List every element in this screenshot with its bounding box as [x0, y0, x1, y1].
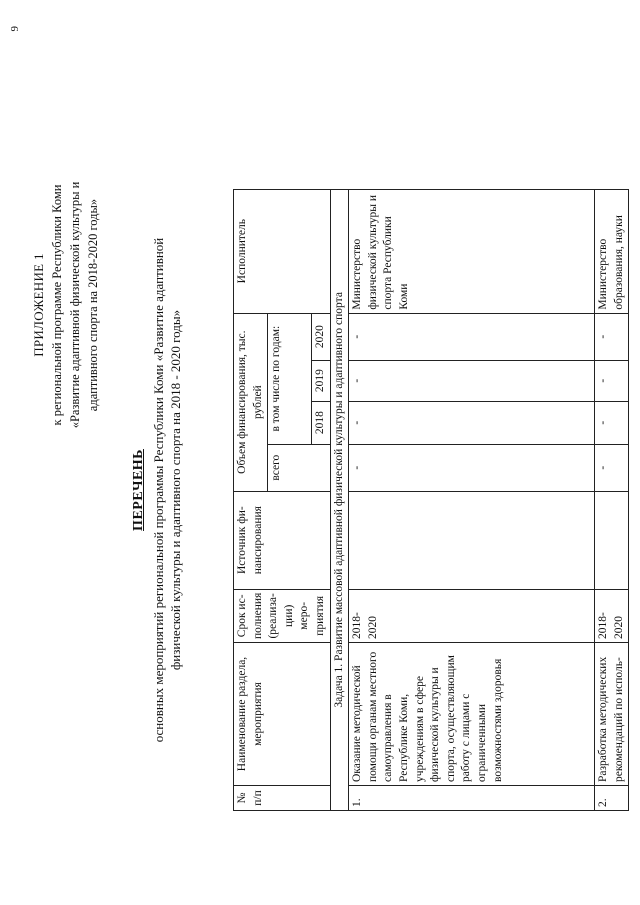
document-title	[128, 175, 184, 805]
row-2020: -	[595, 313, 629, 360]
header-volume: Объем финансирования, тыс. рублей	[234, 313, 268, 491]
appendix-line-2: «Развитие адаптивной физической культуры и	[68, 181, 82, 429]
title-line-2: физической культуры и адаптивного спорта на 2018 - 2020 годы»	[168, 309, 183, 671]
header-2018: 2018	[311, 401, 330, 444]
table-row	[595, 189, 629, 810]
row-2019: -	[595, 360, 629, 401]
row-term: 2018-2020	[349, 589, 595, 642]
page-number: 9	[9, 26, 21, 32]
row-name: Оказание методической помощи органам местного самоуправления в Республике Коми, учреждениям в сфере физической культуры и спорта, осуществляющим работу с лицами с ограниченными возможностями здоровья	[349, 643, 595, 786]
table-header-row	[234, 189, 268, 810]
header-num: № п/п	[234, 786, 331, 811]
header-by-years: в том числе по годам:	[268, 313, 312, 444]
header-source: Источник фи- нансирования	[234, 491, 331, 589]
row-2018: -	[349, 401, 595, 444]
header-total: всего	[268, 444, 330, 491]
row-term: 2018-2020	[595, 589, 629, 642]
row-2018: -	[595, 401, 629, 444]
row-2020: -	[349, 313, 595, 360]
header-2019: 2019	[311, 360, 330, 401]
header-term: Срок ис- полнения (реализа- ции) меро- приятия	[234, 589, 331, 642]
task-title: Задача 1. Развитие массовой адаптивной физической культуры и адаптивного спорта	[330, 189, 349, 810]
row-num: 1.	[349, 786, 595, 811]
header-name: Наименование раздела, мероприятия	[234, 643, 331, 786]
row-2019: -	[349, 360, 595, 401]
row-num: 2.	[595, 786, 629, 811]
row-total: -	[595, 444, 629, 491]
appendix-header	[30, 95, 102, 515]
row-executor: Министерство физической культуры и спорта Республики Коми	[349, 189, 595, 313]
measures-table	[233, 189, 629, 811]
header-2020: 2020	[311, 313, 330, 360]
task-row	[330, 189, 349, 810]
appendix-line-3: адаптивного спорта на 2018-2020 годы»	[86, 198, 100, 412]
title-heading: ПЕРЕЧЕНЬ	[131, 449, 146, 531]
title-line-1: основных мероприятий региональной программы Республики Коми «Развитие адаптивной	[151, 237, 166, 743]
row-total: -	[349, 444, 595, 491]
row-executor: Министерство образования, науки	[595, 189, 629, 313]
header-executor: Исполнитель	[234, 189, 331, 313]
appendix-heading: ПРИЛОЖЕНИЕ 1	[31, 253, 46, 357]
row-source	[595, 491, 629, 589]
row-name: Разработка методических рекомендаций по исполь-	[595, 643, 629, 786]
row-source	[349, 491, 595, 589]
table-row	[349, 189, 595, 810]
appendix-line-1: к региональной программе Республики Коми	[50, 184, 64, 426]
